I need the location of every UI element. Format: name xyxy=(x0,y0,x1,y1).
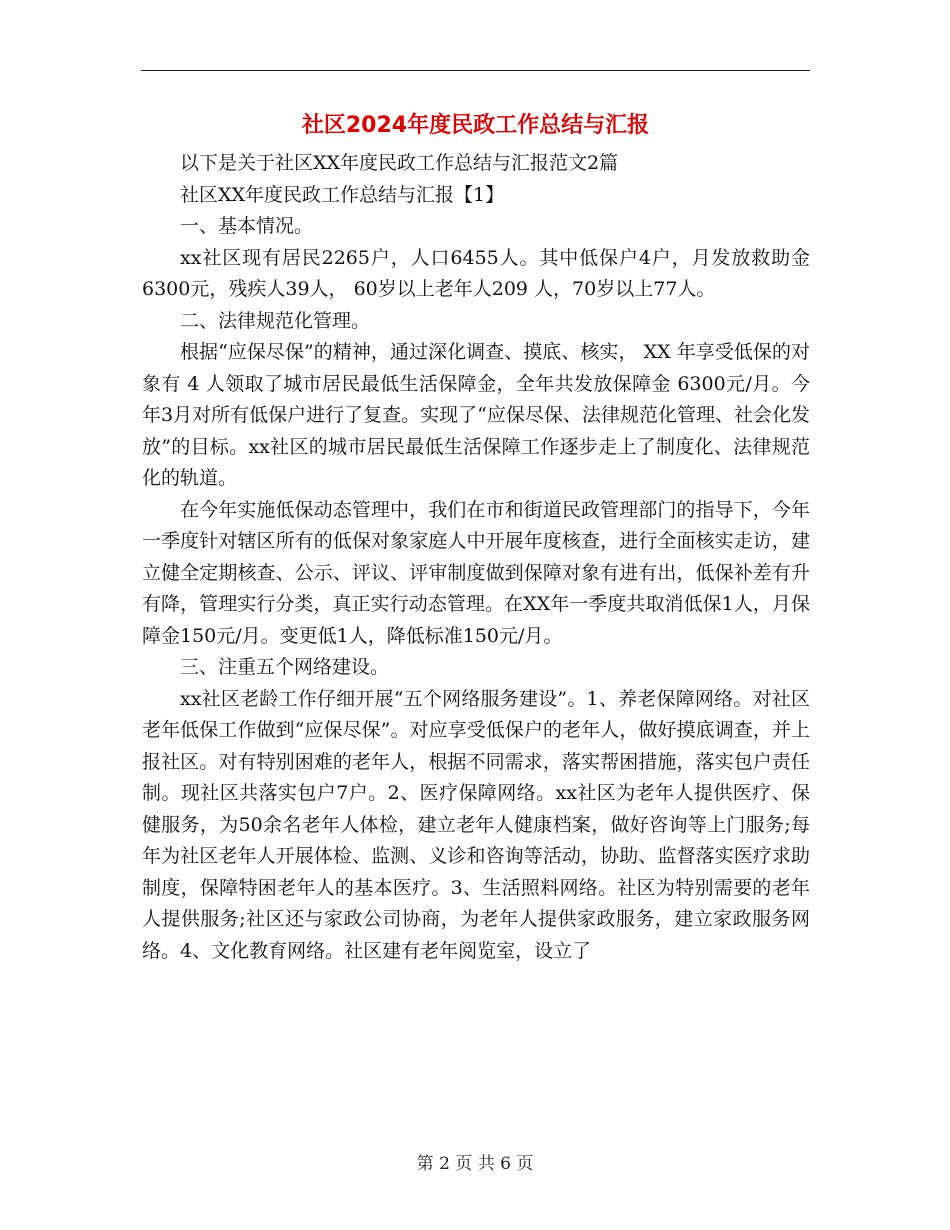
paragraph-basic-situation: xx社区现有居民2265户，人口6455人。其中低保户4户，月发放救助金6300元，残疾人39人， 60岁以上老年人209 人，70岁以上77人。 xyxy=(142,246,810,300)
paragraph-subtitle: 社区XX年度民政工作总结与汇报【1】 xyxy=(180,183,505,206)
document-body xyxy=(142,148,810,967)
paragraph-legal-management: 根据“应保尽保”的精神，通过深化调查、摸底、核实， XX 年享受低保的对象有 4 人领取了城市居民最低生活保障金，全年共发放保障金 6300元/月。今年3月对所有低保户进行了复查。实现了“应保尽保、法律规范化管理、社会化发放”的目标。xx社区的城市居民最低生活保障工作逐步走上了制度化、法律规范化的轨道。 xyxy=(142,341,810,489)
header-rule xyxy=(141,70,810,71)
document-title: 社区2024年度民政工作总结与汇报 xyxy=(301,113,650,138)
section-heading-five-networks: 三、注重五个网络建设。 xyxy=(180,656,390,678)
paragraph-intro: 以下是关于社区XX年度民政工作总结与汇报范文2篇 xyxy=(180,152,619,174)
page-footer: 第 2 页 共 6 页 xyxy=(416,1154,534,1174)
section-heading-basic-situation: 一、基本情况。 xyxy=(180,215,314,237)
section-heading-legal-management: 二、法律规范化管理。 xyxy=(180,309,371,332)
paragraph-dynamic-management: 在今年实施低保动态管理中，我们在市和街道民政管理部门的指导下，今年一季度针对辖区所有的低保对象家庭人中开展年度核查，进行全面核实走访，建立健全定期核查、公示、评议、评审制度做到保障对象有进有出，低保补差有升有降，管理实行分类，真正实行动态管理。在XX年一季度共取消低保1人，月保障金150元/月。变更低1人，降低标准150元/月。 xyxy=(142,498,810,647)
paragraph-five-networks: xx社区老龄工作仔细开展“五个网络服务建设”。1、养老保障网络。对社区老年低保工作做到“应保尽保”。对应享受低保户的老年人，做好摸底调查，并上报社区。对有特别困难的老年人，根据不同需求，落实帮困措施，落实包户责任制。现社区共落实包户7户。2、医疗保障网络。xx社区为老年人提供医疗、保健服务，为50余名老年人体检，建立老年人健康档案，做好咨询等上门服务;每年为社区老年人开展体检、监测、义诊和咨询等活动，协助、监督落实医疗求助制度，保障特困老年人的基本医疗。3、生活照料网络。社区为特别需要的老年人提供服务;社区还与家政公司协商，为老年人提供家政服务，建立家政服务网络。4、文化教育网络。社区建有老年阅览室，设立了 xyxy=(142,687,810,962)
